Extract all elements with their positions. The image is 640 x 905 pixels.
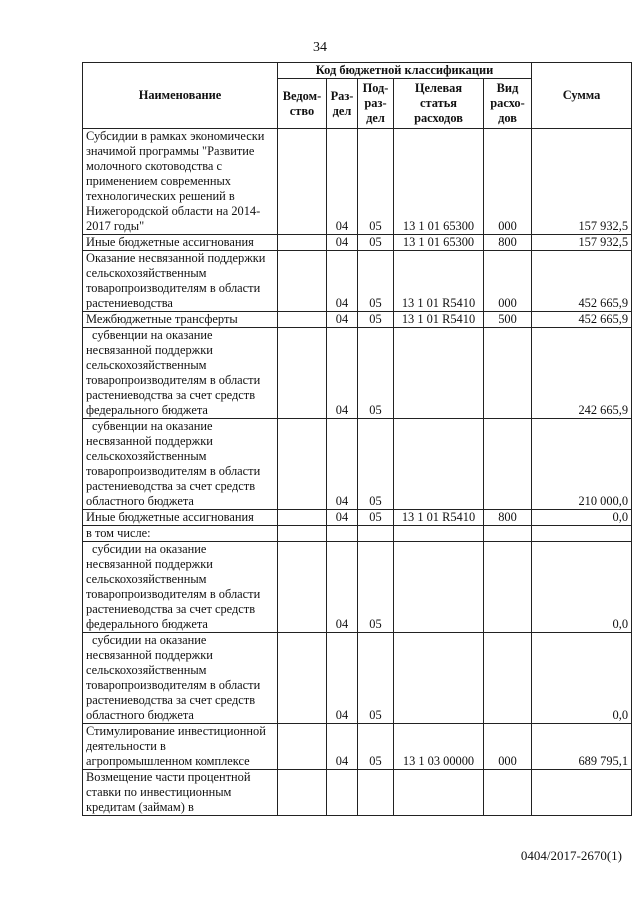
row-name: в том числе: (83, 526, 278, 542)
row-vid (484, 633, 532, 724)
row-summa: 242 665,9 (532, 328, 632, 419)
header-vedomstvo: Ведом-ство (278, 79, 327, 129)
table-row (83, 633, 632, 724)
row-razdel (327, 770, 358, 816)
row-celevaya (394, 633, 484, 724)
row-celevaya (394, 419, 484, 510)
row-podrazdel: 05 (358, 419, 394, 510)
row-vid (484, 328, 532, 419)
row-razdel: 04 (327, 235, 358, 251)
row-razdel: 04 (327, 542, 358, 633)
row-razdel: 04 (327, 312, 358, 328)
row-podrazdel: 05 (358, 724, 394, 770)
row-razdel: 04 (327, 510, 358, 526)
row-podrazdel: 05 (358, 328, 394, 419)
row-summa (532, 770, 632, 816)
row-podrazdel (358, 770, 394, 816)
table-row (83, 328, 632, 419)
row-vid: 000 (484, 251, 532, 312)
table-row (83, 510, 632, 526)
row-celevaya: 13 1 01 65300 (394, 129, 484, 235)
row-celevaya (394, 542, 484, 633)
row-name: Межбюджетные трансферты (83, 312, 278, 328)
row-vedomstvo (278, 633, 327, 724)
row-razdel: 04 (327, 251, 358, 312)
header-vid: Вид расхо-дов (484, 79, 532, 129)
row-vid (484, 542, 532, 633)
row-vedomstvo (278, 724, 327, 770)
row-vedomstvo (278, 419, 327, 510)
header-summa: Сумма (532, 63, 632, 129)
row-podrazdel: 05 (358, 542, 394, 633)
row-vedomstvo (278, 542, 327, 633)
row-vedomstvo (278, 129, 327, 235)
header-razdel: Раз-дел (327, 79, 358, 129)
row-podrazdel: 05 (358, 510, 394, 526)
row-vedomstvo (278, 251, 327, 312)
row-name: Иные бюджетные ассигнования (83, 235, 278, 251)
row-summa: 157 932,5 (532, 235, 632, 251)
header-celevaya: Целевая статья расходов (394, 79, 484, 129)
row-name: субвенции на оказание несвязанной поддержки сельскохозяйственным товаропроизводителям в области растениеводства за счет средств областного бюджета (83, 419, 278, 510)
page-number: 34 (313, 40, 327, 55)
table-body (83, 129, 632, 816)
document-code: 0404/2017-2670(1) (520, 848, 622, 863)
table-row (83, 724, 632, 770)
row-podrazdel: 05 (358, 235, 394, 251)
row-summa (532, 526, 632, 542)
row-razdel: 04 (327, 129, 358, 235)
row-vedomstvo (278, 235, 327, 251)
header-kbk: Код бюджетной классификации (278, 63, 532, 79)
row-summa: 689 795,1 (532, 724, 632, 770)
row-vedomstvo (278, 526, 327, 542)
row-summa: 0,0 (532, 633, 632, 724)
row-celevaya (394, 526, 484, 542)
row-summa: 0,0 (532, 542, 632, 633)
row-vid (484, 770, 532, 816)
row-celevaya (394, 770, 484, 816)
table-row (83, 419, 632, 510)
row-name: Оказание несвязанной поддержки сельскохозяйственным товаропроизводителям в области растениеводства (83, 251, 278, 312)
row-summa: 452 665,9 (532, 312, 632, 328)
row-razdel: 04 (327, 328, 358, 419)
row-name: субсидии на оказание несвязанной поддержки сельскохозяйственным товаропроизводителям в области растениеводства за счет средств федерального бюджета (83, 542, 278, 633)
row-vid (484, 526, 532, 542)
row-vid (484, 419, 532, 510)
row-celevaya (394, 328, 484, 419)
budget-table (82, 62, 632, 816)
row-celevaya: 13 1 01 R5410 (394, 510, 484, 526)
row-celevaya: 13 1 03 00000 (394, 724, 484, 770)
row-vid: 500 (484, 312, 532, 328)
row-name: Субсидии в рамках экономически значимой программы "Развитие молочного скотоводства с применением современных технологических решений в Нижегородской области на 2014-2017 годы" (83, 129, 278, 235)
table-row (83, 526, 632, 542)
row-summa: 0,0 (532, 510, 632, 526)
row-name: Возмещение части процентной ставки по инвестиционным кредитам (займам) в (83, 770, 278, 816)
row-summa: 210 000,0 (532, 419, 632, 510)
header-name: Наименование (83, 63, 278, 129)
row-vid: 800 (484, 510, 532, 526)
row-vid: 000 (484, 724, 532, 770)
table-row (83, 129, 632, 235)
row-vid: 800 (484, 235, 532, 251)
row-razdel: 04 (327, 419, 358, 510)
row-razdel (327, 526, 358, 542)
row-celevaya: 13 1 01 R5410 (394, 312, 484, 328)
row-podrazdel: 05 (358, 129, 394, 235)
header-podrazdel: Под-раз-дел (358, 79, 394, 129)
table-row (83, 542, 632, 633)
table-row (83, 235, 632, 251)
row-vedomstvo (278, 770, 327, 816)
row-podrazdel: 05 (358, 251, 394, 312)
row-summa: 157 932,5 (532, 129, 632, 235)
row-celevaya: 13 1 01 R5410 (394, 251, 484, 312)
table-row (83, 251, 632, 312)
row-name: субвенции на оказание несвязанной поддержки сельскохозяйственным товаропроизводителям в области растениеводства за счет средств федерального бюджета (83, 328, 278, 419)
row-vedomstvo (278, 510, 327, 526)
row-podrazdel: 05 (358, 312, 394, 328)
row-name: субсидии на оказание несвязанной поддержки сельскохозяйственным товаропроизводителям в области растениеводства за счет средств областного бюджета (83, 633, 278, 724)
row-vedomstvo (278, 328, 327, 419)
row-name: Иные бюджетные ассигнования (83, 510, 278, 526)
row-podrazdel: 05 (358, 633, 394, 724)
row-celevaya: 13 1 01 65300 (394, 235, 484, 251)
row-summa: 452 665,9 (532, 251, 632, 312)
table-row (83, 312, 632, 328)
row-vid: 000 (484, 129, 532, 235)
row-vedomstvo (278, 312, 327, 328)
header-row-top (83, 63, 632, 79)
row-name: Стимулирование инвестиционной деятельности в агропромышленном комплексе (83, 724, 278, 770)
row-podrazdel (358, 526, 394, 542)
row-razdel: 04 (327, 633, 358, 724)
row-razdel: 04 (327, 724, 358, 770)
table-row (83, 770, 632, 816)
